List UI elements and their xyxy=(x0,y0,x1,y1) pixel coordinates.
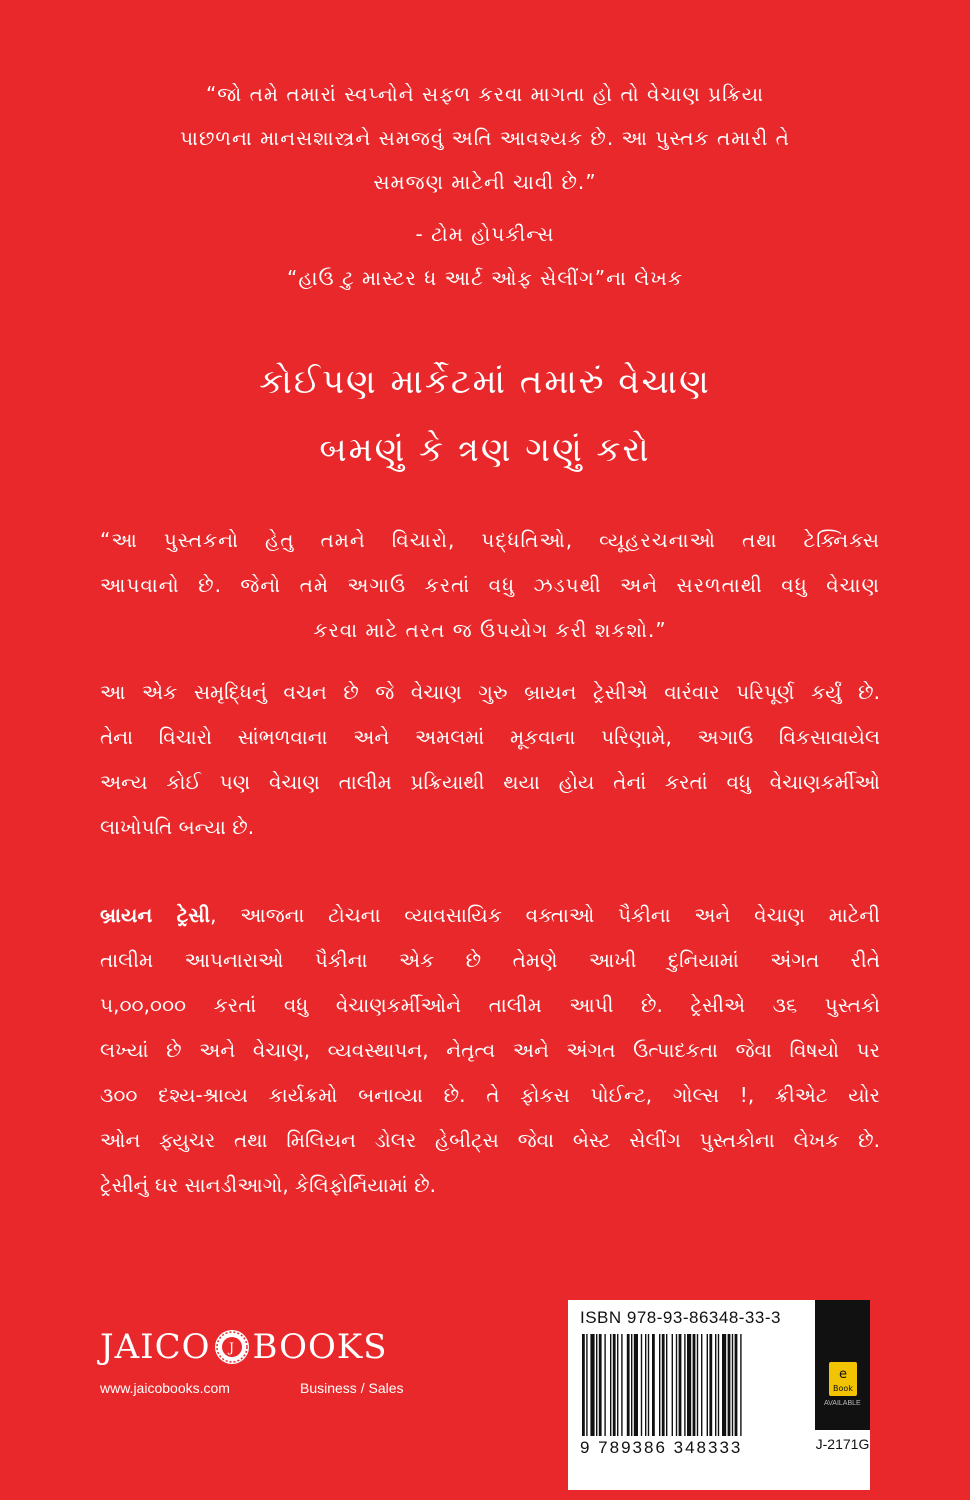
ebook-word: Book xyxy=(833,1384,853,1393)
bio-first-line-rest: , આજના ટોચના વ્યાવસાયિક વક્તાઓ પૈકીના અને વેચાણ માટેની xyxy=(210,903,880,927)
jaico-emblem-icon xyxy=(215,1330,249,1364)
author-name: બ્રાયન ટ્રેસી xyxy=(100,903,211,927)
publisher-block xyxy=(100,1322,440,1402)
paragraph-line: ૫,૦૦,૦૦૦ કરતાં વધુ વેચાણકર્મીઓને તાલીમ આપી છે. ટ્રેસીએ ૩૬ પુસ્તકો xyxy=(100,993,880,1017)
paragraph-line: અન્ય કોઈ પણ વેચાણ તાલીમ પ્રક્રિયાથી થયા હોય તેનાં કરતાં વધુ વેચાણકર્મીઓ xyxy=(100,770,880,794)
quote-line: સમજણ માટેની ચાવી છે.” xyxy=(373,170,597,194)
paragraph-line: લાખોપતિ બન્યા છે. xyxy=(100,815,255,839)
paragraph-line: ૩૦૦ દશ્ય-શ્રાવ્ય કાર્યક્રમો બનાવ્યા છે. તે ફોકસ પોઈન્ટ, ગોલ્સ !, ક્રીએટ યોર xyxy=(100,1083,880,1107)
brand-right-text: BOOKS xyxy=(252,1327,388,1367)
emblem-letter: J xyxy=(228,1341,235,1356)
book-category: Business / Sales xyxy=(300,1380,404,1396)
paragraph-line: ટ્રેસીનું ઘર સાનડીઆગો, કેલિફોર્નિયામાં છે. xyxy=(100,1173,436,1197)
publisher-website: www.jaicobooks.com xyxy=(100,1380,230,1396)
quote-line: કરવા માટે તરત જ ઉપયોગ કરી શકશો.” xyxy=(313,618,667,642)
paragraph-line: તેના વિચારો સાંભળવાના અને અમલમાં મૂકવાના પરિણામે, અગાઉ વિકસાવાયેલ xyxy=(100,725,880,749)
barcode-icon xyxy=(580,1334,808,1438)
headline xyxy=(100,348,870,484)
quote-line: આપવાનો છે. જેનો તમે અગાઉ કરતાં વધુ ઝડપથી અને સરળતાથી વધુ વેચાણ xyxy=(100,573,880,597)
description-paragraph xyxy=(100,670,880,850)
ebook-icon xyxy=(829,1362,857,1396)
purpose-quote xyxy=(100,518,880,653)
brand-left-text: JAICO xyxy=(100,1327,211,1367)
publisher-logo xyxy=(100,1322,388,1372)
paragraph-line: આ એક સમૃદ્ધિનું વચન છે જે વેચાણ ગુરુ બ્રાયન ટ્રેસીએ વારંવાર પરિપૂર્ણ કર્યું છે. xyxy=(100,680,880,704)
paragraph-line: તાલીમ આપનારાઓ પૈકીના એક છે તેમણે આખી દુનિયામાં અંગત રીતે xyxy=(100,948,880,972)
attribution-author: - ટોમ હોપકીન્સ xyxy=(415,222,555,246)
quote-line: પાછળના માનસશાસ્ત્રને સમજવું અતિ આવશ્યક છે. આ પુસ્તક તમારી તે xyxy=(180,126,790,150)
endorsement-quote xyxy=(160,72,810,204)
paragraph-line: ઓન ફ્યુચર તથા મિલિયન ડોલર હેબીટ્સ જેવા બેસ્ટ સેલીંગ પુસ્તકોના લેખક છે. xyxy=(100,1128,880,1152)
headline-line: બમણું કે ત્રણ ગણું કરો xyxy=(319,430,651,470)
paragraph-line xyxy=(100,893,880,938)
quote-line: “જો તમે તમારાં સ્વપ્નોને સફળ કરવા માગતા હો તો વેચાણ પ્રક્રિયા xyxy=(205,82,765,106)
endorsement-attribution xyxy=(160,212,810,300)
barcode-number: 9 789386 348333 xyxy=(580,1438,743,1457)
quote-line: “આ પુસ્તકનો હેતુ તમને વિચારો, પદ્ધતિઓ, વ્યૂહરચનાઓ તથા ટેક્નિક્સ xyxy=(100,528,880,552)
ebook-letter: e xyxy=(839,1367,847,1382)
ebook-available-text: AVAILABLE xyxy=(824,1400,861,1407)
product-code: J-2171G xyxy=(815,1436,870,1452)
isbn-label: ISBN 978-93-86348-33-3 xyxy=(580,1308,781,1327)
headline-line: કોઈપણ માર્કેટમાં તમારું વેચાણ xyxy=(259,362,711,402)
ebook-available-badge xyxy=(815,1300,870,1430)
attribution-book: “હાઉ ટુ માસ્ટર ધ આર્ટ ઓફ સેલીંગ”ના લેખક xyxy=(287,266,683,290)
barcode-block xyxy=(568,1300,870,1490)
paragraph-line: લખ્યાં છે અને વેચાણ, વ્યવસ્થાપન, નેતૃત્વ અને અંગત ઉત્પાદકતા જેવા વિષયો પર xyxy=(100,1038,880,1062)
author-bio-paragraph xyxy=(100,893,880,1208)
